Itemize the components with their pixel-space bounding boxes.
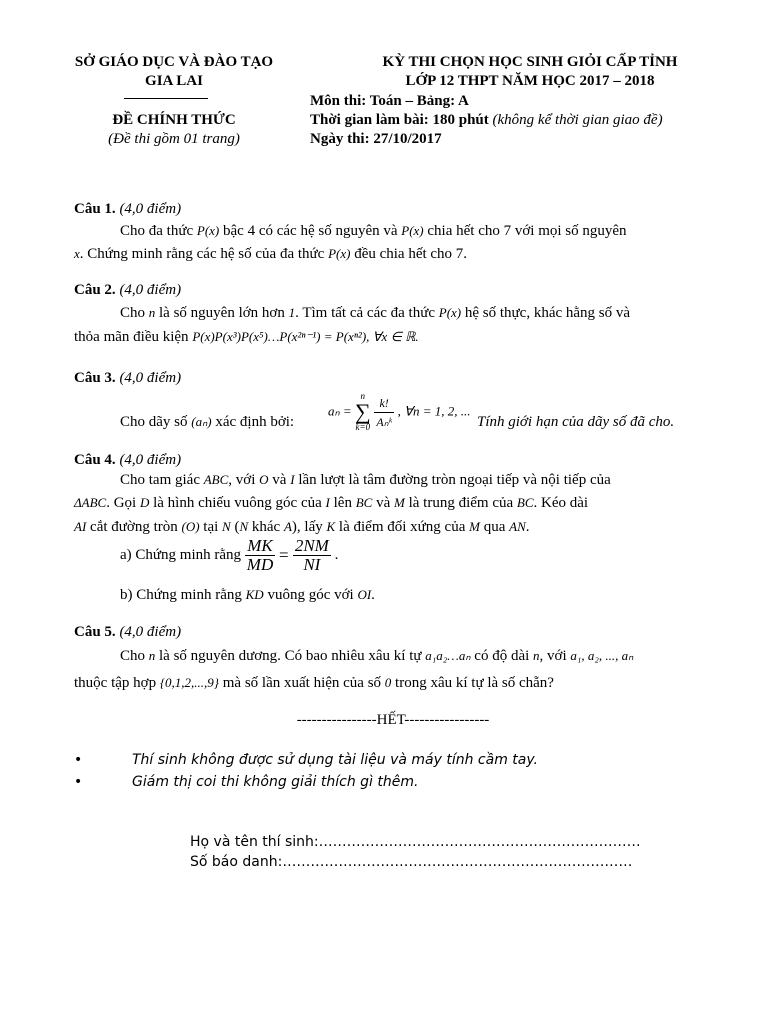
department-name: SỞ GIÁO DỤC VÀ ĐÀO TẠO bbox=[74, 54, 274, 70]
note-1: • Thí sinh không được sử dụng tài liệu và máy tính cầm tay. bbox=[74, 752, 539, 768]
question-4-title: Câu 4. (4,0 điểm) bbox=[74, 452, 182, 468]
question-5-line2: thuộc tập hợp {0,1,2,...,9} mà số lần xuất hiện của số 0 trong xâu kí tự là số chẵn? bbox=[74, 675, 554, 691]
candidate-name-line: Họ và tên thí sinh:…………………………………………………………… bbox=[190, 834, 641, 850]
sequence-formula: aₙ = n ∑ k=0 $\frac{k!}{\text{Aₙᵏ}}$ , ∀n = 1, 2, ... bbox=[328, 391, 471, 432]
question-3-task: Tính giới hạn của dãy số đã cho. bbox=[477, 414, 675, 430]
question-4-line1: Cho tam giác ABC, với O và I lần lượt là tâm đường tròn ngoại tiếp và nội tiếp của bbox=[120, 472, 611, 488]
question-4-part-b: b) Chứng minh rằng KD vuông góc với OI. bbox=[120, 587, 375, 603]
candidate-id-line: Số báo danh:………………………………………………………………… bbox=[190, 854, 633, 870]
question-4-line2: ΔABC. Gọi D là hình chiếu vuông góc của I lên BC và M là trung điểm của BC. Kéo dài bbox=[74, 495, 589, 511]
question-4-line3: AI cắt đường tròn (O) tại N (N khác A), lấy K là điểm đối xứng của M qua AN. bbox=[74, 519, 530, 535]
question-3-line1: Cho dãy số (aₙ) xác định bởi: bbox=[120, 414, 295, 430]
question-2-title: Câu 2. (4,0 điểm) bbox=[74, 282, 182, 298]
question-5-line1: Cho n là số nguyên dương. Có bao nhiêu xâu kí tự a₁a₂…aₙ có độ dài n, với a₁, a₂, ..., aₙ bbox=[120, 648, 634, 664]
condition-formula: P(x)P(x³)P(x⁵)…P(x²ⁿ⁻¹) = P(xⁿ²), ∀x ∈ ℝ. bbox=[192, 329, 419, 344]
header-divider bbox=[124, 98, 208, 99]
question-1-title: Câu 1. (4,0 điểm) bbox=[74, 201, 182, 217]
fraction-2nm-ni: $\frac{2NM}{NI}$ bbox=[294, 536, 329, 574]
fraction-mk-md: $\frac{MK}{MD}$ bbox=[246, 536, 274, 574]
question-1-line2: x. Chứng minh rằng các hệ số của đa thức P(x) đều chia hết cho 7. bbox=[74, 246, 468, 262]
question-3-title: Câu 3. (4,0 điểm) bbox=[74, 370, 182, 386]
question-4-part-a: a) Chứng minh rằng $\frac{MK}{MD}$ = $\frac{2NM}{NI}$ . bbox=[120, 536, 339, 574]
province-name: GIA LAI bbox=[145, 73, 203, 89]
date-line: Ngày thi: 27/10/2017 bbox=[310, 131, 442, 147]
end-marker: ----------------HẾT----------------- bbox=[296, 712, 490, 728]
subject-line: Môn thi: Toán – Bảng: A bbox=[310, 93, 469, 109]
note-2: • Giám thị coi thi không giải thích gì thêm. bbox=[74, 774, 419, 790]
exam-title: KỲ THI CHỌN HỌC SINH GIỎI CẤP TỈNH bbox=[382, 54, 678, 70]
question-2-line1: Cho n là số nguyên lớn hơn 1. Tìm tất cả các đa thức P(x) hệ số thực, khác hằng số và bbox=[120, 305, 631, 321]
question-2-line2: thỏa mãn điều kiện P(x)P(x³)P(x⁵)…P(x²ⁿ⁻¹) = P(xⁿ²), ∀x ∈ ℝ. bbox=[74, 329, 419, 345]
exam-grade-year: LỚP 12 THPT NĂM HỌC 2017 – 2018 bbox=[405, 73, 655, 89]
question-1-line1: Cho đa thức P(x) bậc 4 có các hệ số nguyên và P(x) chia hết cho 7 với mọi số nguyên bbox=[120, 223, 627, 239]
pages-note: (Đề thi gồm 01 trang) bbox=[108, 131, 240, 147]
official-label: ĐỀ CHÍNH THỨC bbox=[112, 112, 236, 128]
time-line: Thời gian làm bài: 180 phút (không kể thời gian giao đề) bbox=[310, 112, 663, 128]
question-5-title: Câu 5. (4,0 điểm) bbox=[74, 624, 182, 640]
